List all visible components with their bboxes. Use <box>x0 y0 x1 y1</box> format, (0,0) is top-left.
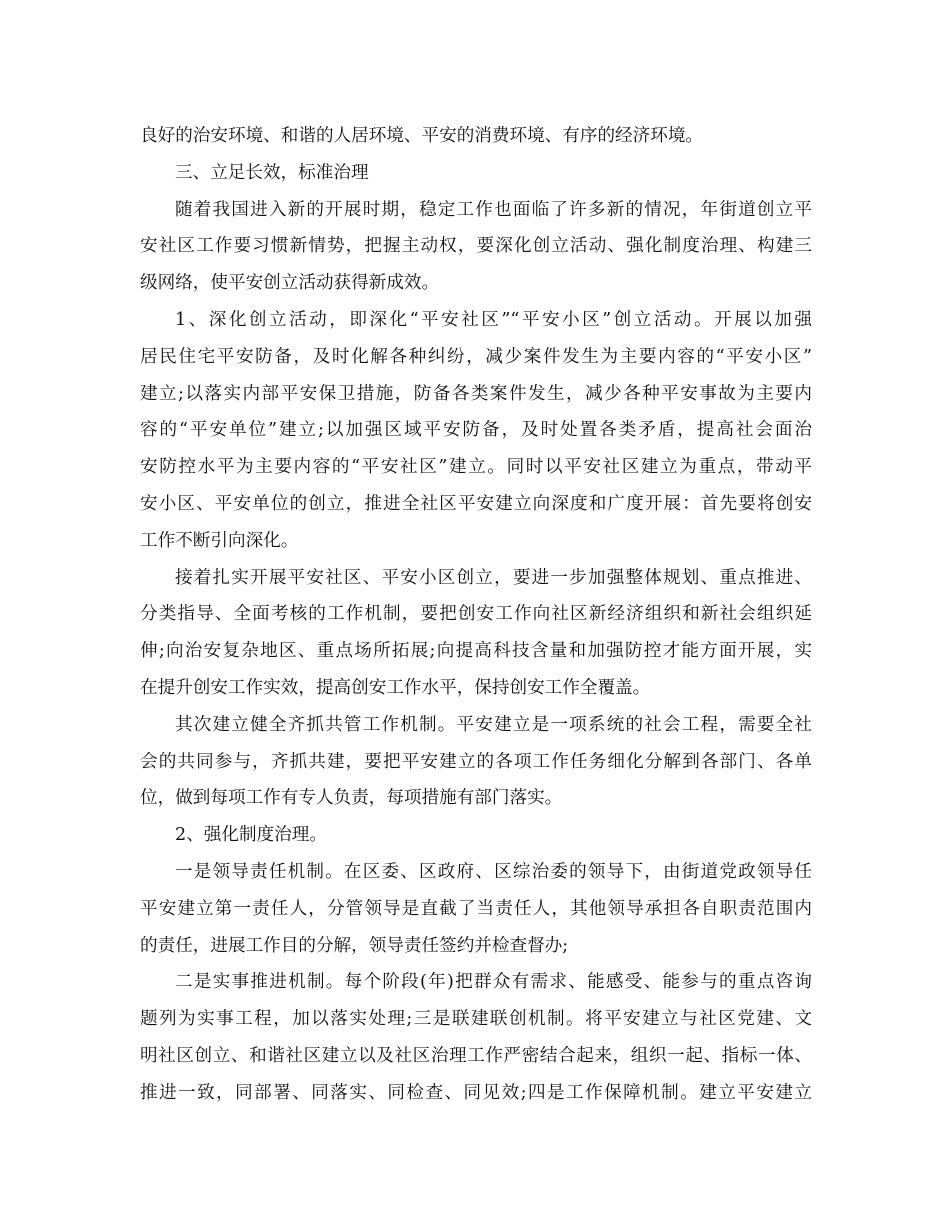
text-line: 随着我国进入新的开展时期，稳定工作也面临了许多新的情况，年街道创立平 <box>175 199 812 220</box>
text-line: 分类指导、全面考核的工作机制，要把创安工作向社区新经济组织和新社会组织延 <box>140 604 812 625</box>
section-heading: 三、立足长效，标准治理 <box>175 162 369 183</box>
text-line: 级网络，使平安创立活动获得新成效。 <box>140 273 440 294</box>
text-line: 会的共同参与，齐抓共建，要把平安建立的各项工作任务细化分解到各部门、各单 <box>140 751 812 772</box>
text-line: 明社区创立、和谐社区建立以及社区治理工作严密结合起来，组织一起、指标一体、 <box>140 1045 812 1066</box>
text-line: 的责任，进展工作目的分解，领导责任签约并检查督办; <box>140 935 569 956</box>
text-line: 良好的治安环境、和谐的人居环境、平安的消费环境、有序的经济环境。 <box>140 126 704 146</box>
text-line: 在提升创安工作实效，提高创安工作水平，保持创安工作全覆盖。 <box>140 677 651 698</box>
text-line: 安小区、平安单位的创立，推进全社区平安建立向深度和广度开展：首先要将创安 <box>140 493 812 514</box>
text-line: 位，做到每项工作有专人负责，每项措施有部门落实。 <box>140 788 563 809</box>
text-line: 一是领导责任机制。在区委、区政府、区综治委的领导下，由街道党政领导任 <box>175 861 812 882</box>
text-line: 接着扎实开展平安社区、平安小区创立，要进一步加强整体规划、重点推进、 <box>175 567 812 588</box>
text-line: 容的“平安单位”建立;以加强区域平安防备，及时处置各类矛盾，提高社会面治 <box>140 420 812 441</box>
text-line: 安防控水平为主要内容的“平安社区”建立。同时以平安社区建立为重点，带动平 <box>140 457 812 478</box>
text-line: 1、深化创立活动，即深化“平安社区”“平安小区”创立活动。开展以加强 <box>175 309 812 330</box>
text-line: 其次建立健全齐抓共管工作机制。平安建立是一项系统的社会工程，需要全社 <box>175 714 812 735</box>
text-line: 二是实事推进机制。每个阶段(年)把群众有需求、能感受、能参与的重点咨询 <box>175 972 812 993</box>
text-line: 居民住宅平安防备，及时化解各种纠纷，减少案件发生为主要内容的“平安小区” <box>140 346 812 367</box>
text-line: 工作不断引向深化。 <box>140 530 299 551</box>
text-line: 平安建立第一责任人，分管领导是直截了当责任人，其他领导承担各自职责范围内 <box>140 898 812 919</box>
text-line: 推进一致，同部署、同落实、同检查、同见效;四是工作保障机制。建立平安建立 <box>140 1082 812 1103</box>
text-line: 伸;向治安复杂地区、重点场所拓展;向提高科技含量和加强防控才能方面开展，实 <box>140 641 812 662</box>
text-line: 安社区工作要习惯新情势，把握主动权，要深化创立活动、强化制度治理、构建三 <box>140 236 812 257</box>
section-heading: 2、强化制度治理。 <box>175 825 327 846</box>
document-body <box>140 118 812 1112</box>
text-line: 建立;以落实内部平安保卫措施，防备各类案件发生，减少各种平安事故为主要内 <box>140 383 812 404</box>
text-line: 题列为实事工程，加以落实处理;三是联建联创机制。将平安建立与社区党建、文 <box>140 1009 812 1030</box>
